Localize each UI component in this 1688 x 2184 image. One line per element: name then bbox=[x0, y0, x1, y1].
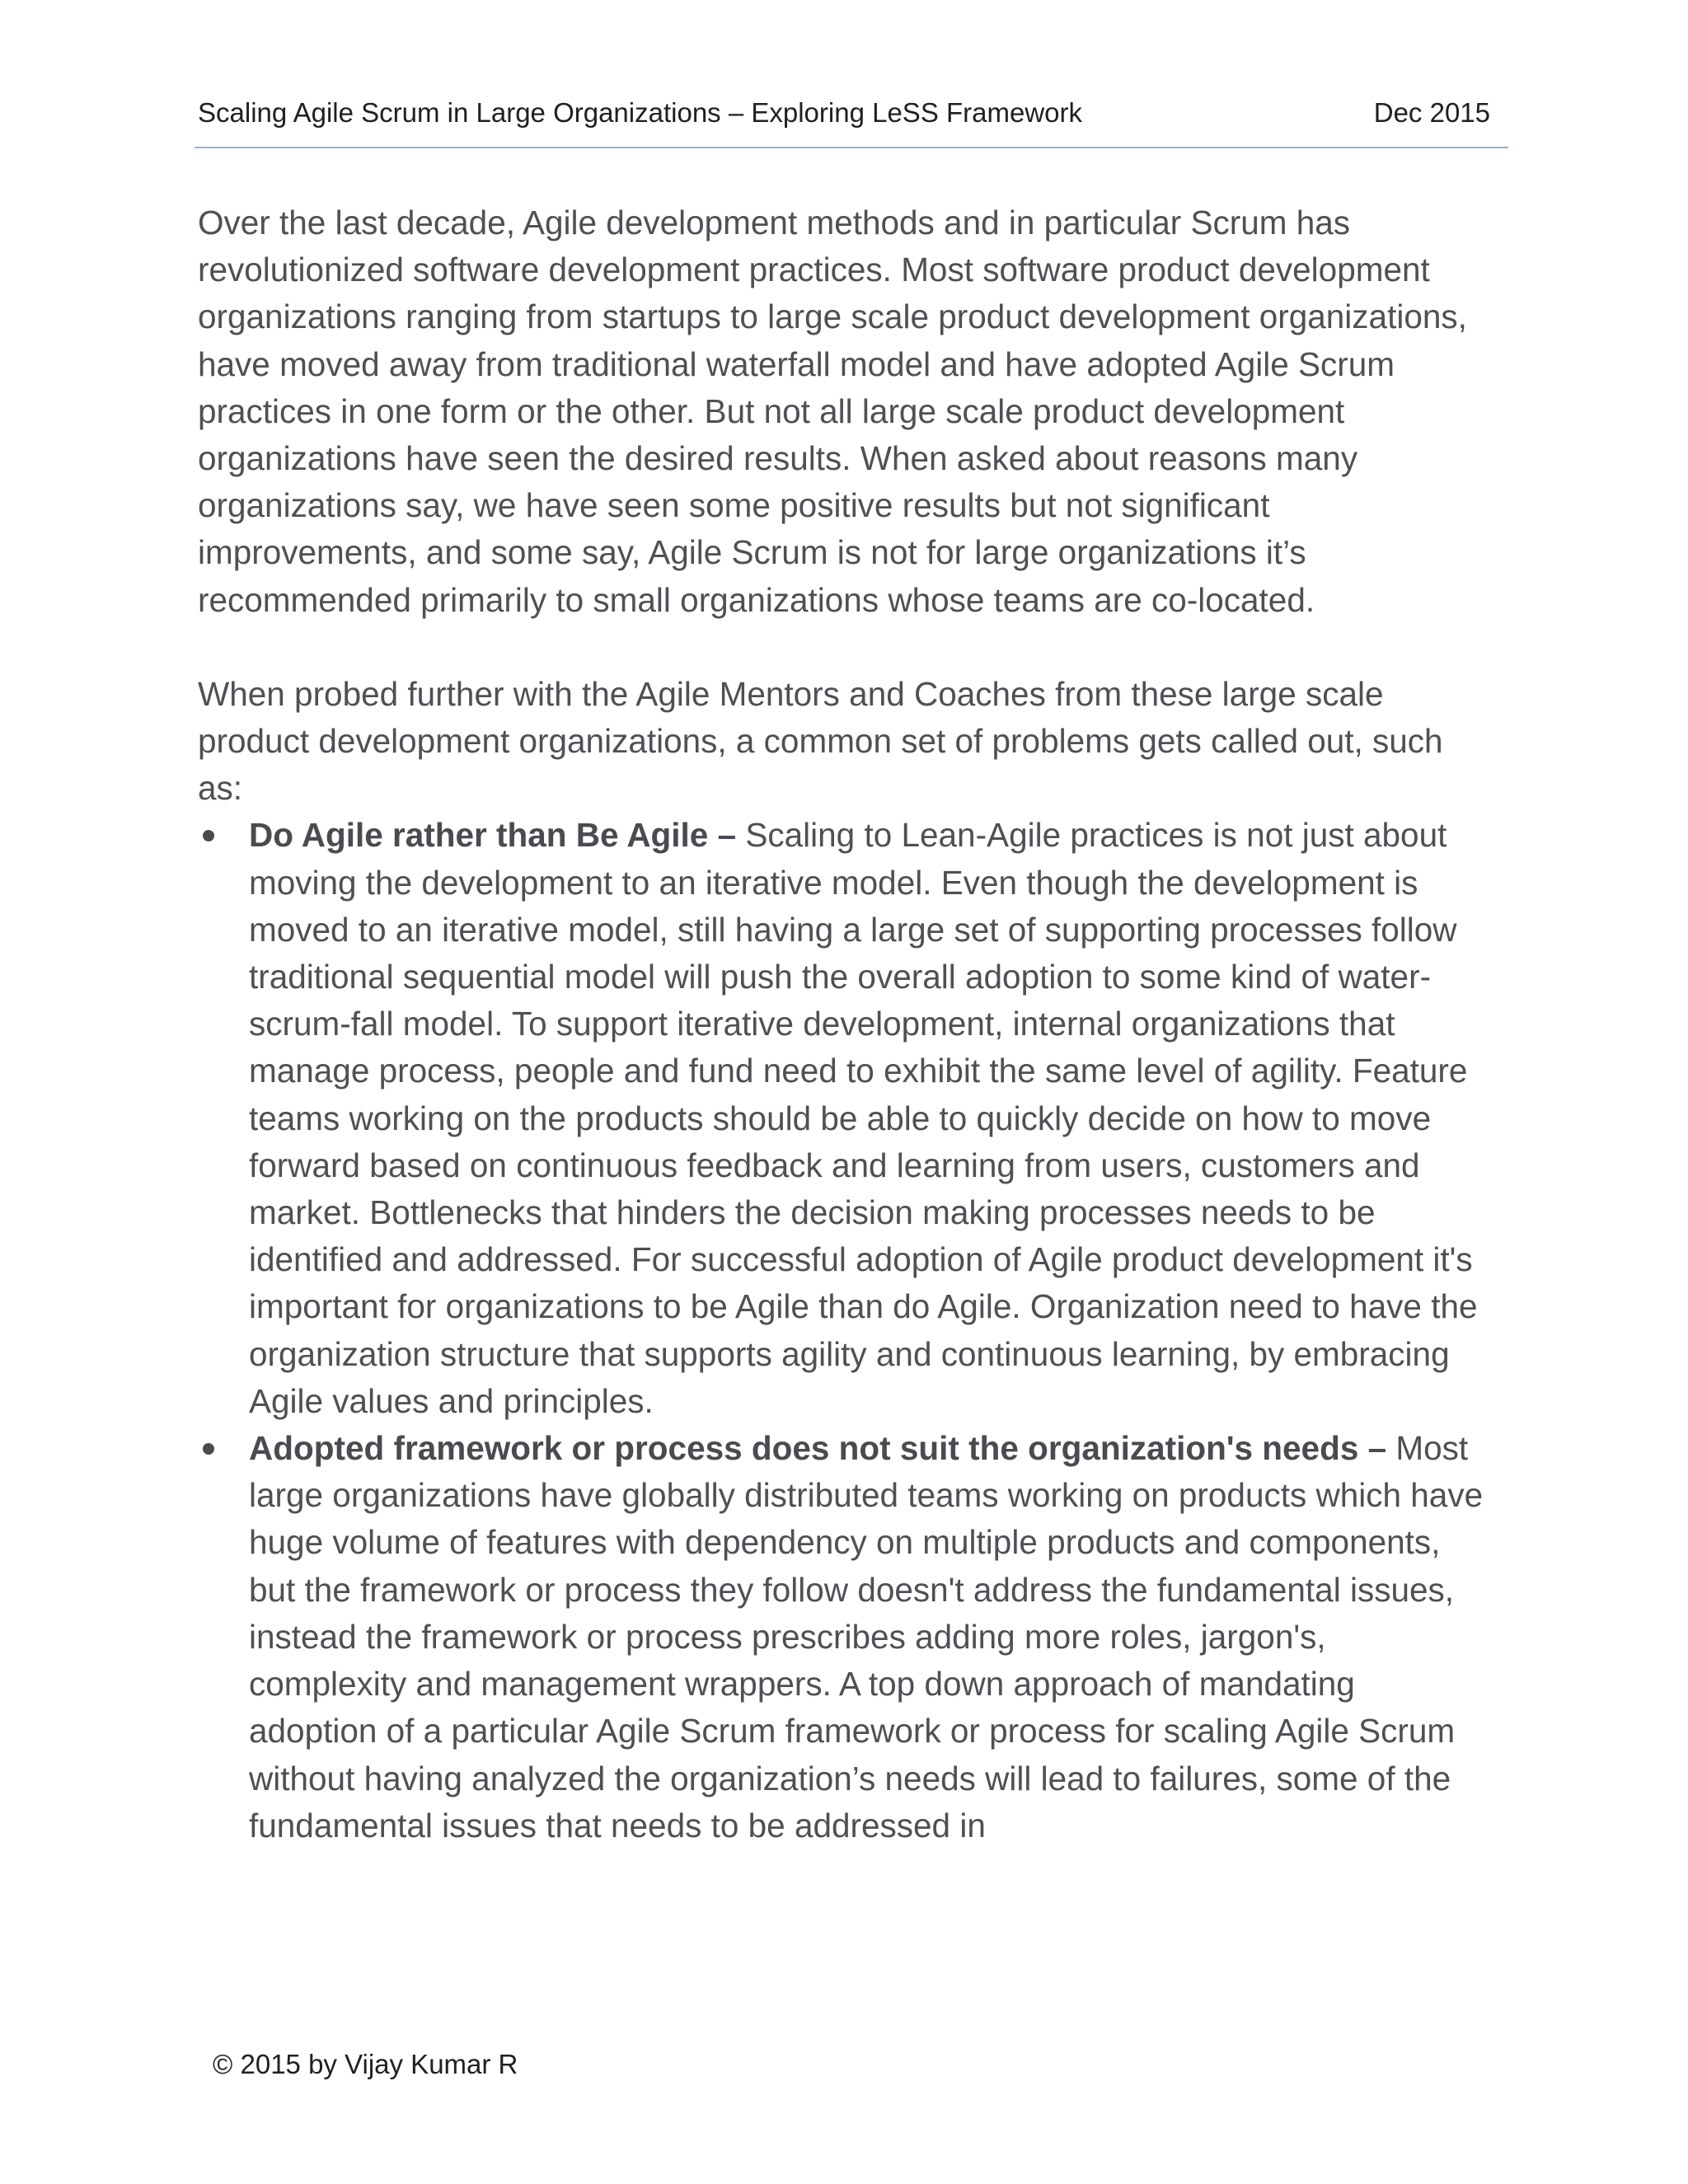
bullet-heading: Do Agile rather than Be Agile – bbox=[249, 816, 737, 855]
page-footer: © 2015 by Vijay Kumar R bbox=[213, 2049, 518, 2079]
problem-list bbox=[198, 812, 1492, 1849]
bullet-text: Most large organizations have globally distributed teams working on products which have huge volume of features with dependency on multiple products and components, but the framework or process they follow doesn't address the fundamental issues, instead the framework or process prescribes adding more roles, jargon's, complexity and management wrappers. A top down approach of mandating adoption of a particular Agile Scrum framework or process for scaling Agile Scrum without having analyzed the organization’s needs will lead to failures, some of the fundamental issues that needs to be addressed in bbox=[249, 1429, 1484, 1844]
bullet-icon bbox=[203, 1443, 214, 1455]
bullet-text: Scaling to Lean-Agile practices is not just about moving the development to an iterative model. Even though the development is moved to an iterative model, still having a large set of supporting processes follow traditional sequential model will push the overall adoption to some kind of water-scrum-fall model. To support iterative development, internal organizations that manage process, people and fund need to exhibit the same level of agility. Feature teams working on the products should be able to quickly decide on how to move forward based on continuous feedback and learning from users, customers and market. Bottlenecks that hinders the decision making processes needs to be identified and addressed. For successful adoption of Agile product development it's important for organizations to be Agile than do Agile. Organization need to have the organization structure that supports agility and continuous learning, by embracing Agile values and principles. bbox=[249, 816, 1478, 1420]
document-title: Scaling Agile Scrum in Large Organizations – Exploring LeSS Framework bbox=[198, 97, 1083, 128]
document-date: Dec 2015 bbox=[1373, 97, 1490, 128]
list-item bbox=[198, 812, 1492, 1425]
document-body bbox=[198, 199, 1492, 1849]
header-divider bbox=[195, 147, 1508, 148]
bullet-icon bbox=[203, 830, 214, 841]
intro-paragraph: Over the last decade, Agile development methods and in particular Scrum has revolutionized software development practices. Most software product development organizations ranging from startups to large scale product development organizations, have moved away from traditional waterfall model and have adopted Agile Scrum practices in one form or the other. But not all large scale product development organizations have seen the desired results. When asked about reasons many organizations say, we have seen some positive results but not significant improvements, and some say, Agile Scrum is not for large organizations it’s recommended primarily to small organizations whose teams are co-located. bbox=[198, 204, 1467, 619]
page-header bbox=[198, 97, 1490, 138]
bullet-heading: Adopted framework or process does not suit the organization's needs – bbox=[249, 1429, 1387, 1468]
problems-paragraph: When probed further with the Agile Mentors and Coaches from these large scale product development organizations, a common set of problems gets called out, such as: bbox=[198, 674, 1443, 808]
list-item bbox=[198, 1425, 1492, 1849]
